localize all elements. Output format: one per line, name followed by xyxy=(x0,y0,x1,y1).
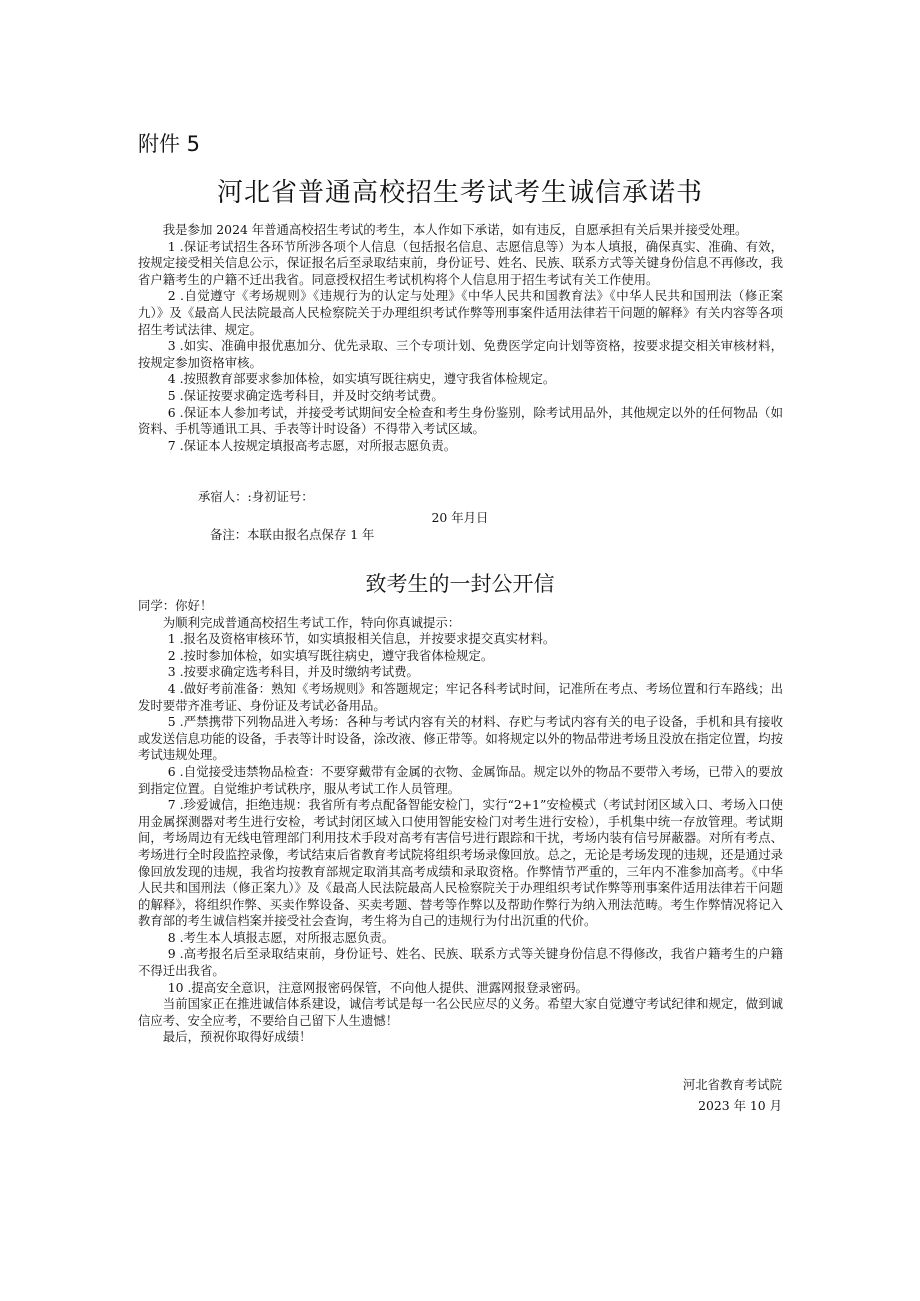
signature-line: 承宿人：:身初证号： xyxy=(198,489,314,504)
pledge-item: 7 .保证本人按规定填报高考志愿，对所报志愿负责。 xyxy=(167,437,457,453)
pledge-date-line: 20 年月日 xyxy=(431,510,489,525)
pledge-item: 5 .保证按要求确定选考科目，并及时交纳考试费。 xyxy=(167,387,444,403)
letter-item: 10 .提高安全意识，注意网报密码保管，不向他人提供、泄露网报登录密码。 xyxy=(167,979,588,995)
letter-intro: 为顺利完成普通高校招生考试工作，特向你真诚提示： xyxy=(162,614,461,630)
letter-title: 致考生的一封公开信 xyxy=(365,572,555,596)
pledge-item: 1 .保证考试招生各环节所涉各项个人信息（包括报名信息、志愿信息等）为本人填报，确保真实、准确、有效，按规定接受相关信息公示，保证报名后至录取结束前，身份证号、姓名、民族、联系方式等关键身份信息不再修改，我省户籍考生的户籍不迁出我省。同意授权招生考试机构将个人信息用于招生考试有关工作使用。 xyxy=(138,238,783,287)
letter-closing: 当前国家正在推进诚信体系建设，诚信考试是每一名公民应尽的义务。希望大家自觉遵守考试纪律和规定，做到诚信应考、安全应考，不要给自己留下人生遗憾！ xyxy=(138,996,783,1028)
pledge-body xyxy=(138,222,783,454)
pledge-title: 河北省普通高校招生考试考生诚信承诺书 xyxy=(216,178,703,208)
letter-sender: 河北省教育考试院 xyxy=(682,1077,782,1092)
letter-date: 2023 年 10 月 xyxy=(698,1098,782,1113)
letter-item: 7 .珍爱诚信，拒绝违规：我省所有考点配备智能安检门，实行“2+1”安检模式（考试封闭区域入口、考场入口使用金属探测器对考生进行安检，考试封闭区域入口使用智能安检门对考生进行安检），手机集中统一存放管理。考试期间，考场周边有无线电管理部门利用技术手段对高考有害信号进行跟踪和干扰，考场内装有信号屏蔽器。对所有考点、考场进行全时段监控录像，考试结束后省教育考试院将组织考场录像回放。总之，无论是考场发现的违规，还是通过录像回放发现的违规，我省均按教育部规定取消其高考成绩和录取资格。作弊情节严重的，三年内不准参加高考。《中华人民共和国刑法（修正案九）》及《最高人民法院最高人民检察院关于办理组织考试作弊等刑事案件适用法律若干问题的解释》，将组织作弊、买卖作弊设备、买卖考题、替考等作弊以及帮助作弊行为纳入刑法范畴。考生作弊情况将记入教育部的考生诚信档案并接受社会查询，考生将为自己的违规行为付出沉重的代价。 xyxy=(138,797,783,929)
pledge-item: 3 .如实、准确申报优惠加分、优先录取、三个专项计划、免费医学定向计划等资格，按要求提交相关审核材料，按规定参加资格审核。 xyxy=(138,338,783,370)
letter-item: 9 .高考报名后至录取结束前，身份证号、姓名、民族、联系方式等关键身份信息不得修改，我省户籍考生的户籍不得迁出我省。 xyxy=(138,946,783,979)
pledge-item: 6 .保证本人参加考试，并接受考试期间安全检查和考生身份鉴别，除考试用品外，其他规定以外的任何物品（如资料、手机等通讯工具、手表等计时设备）不得带入考试区域。 xyxy=(138,404,783,437)
letter-item: 6 .自觉接受违禁物品检查：不要穿戴带有金属的衣物、金属饰品。规定以外的物品不要带入考场，已带入的要放到指定位置。自觉维护考试秩序，服从考试工作人员管理。 xyxy=(138,763,783,796)
letter-item: 1 .报名及资格审核环节，如实填报相关信息，并按要求提交真实材料。 xyxy=(167,631,556,647)
letter-wish: 最后，预祝你取得好成绩！ xyxy=(162,1029,312,1045)
letter-item: 5 .严禁携带下列物品进入考场：各种与考试内容有关的材料、存贮与考试内容有关的电子设备，手机和具有接收或发送信息功能的设备，手表等计时设备，涂改液、修正带等。如将规定以外的物品带进考场且没放在指定位置，均按考试违规处理。 xyxy=(138,714,783,763)
letter-item: 8 .考生本人填报志愿，对所报志愿负责。 xyxy=(167,929,395,945)
pledge-item: 2 .自觉遵守《考场规则》《违规行为的认定与处理》《中华人民共和国教育法》《中华人民共和国刑法（修正案九）》及《最高人民法院最高人民检察院关于办理组织考试作弊等刑事案件适用法律若干问题的解释》有关内容等各项招生考试法律、规定。 xyxy=(138,288,783,337)
letter-item: 4 .做好考前准备：熟知《考场规则》和答题规定；牢记各科考试时间，记准所在考点、考场位置和行车路线；出发时要带齐准考证、身份证及考试必备用品。 xyxy=(138,680,783,713)
pledge-item: 4 .按照教育部要求参加体检，如实填写既往病史，遵守我省体检规定。 xyxy=(167,371,556,387)
letter-body xyxy=(138,598,783,1046)
pledge-intro: 我是参加 2024 年普通高校招生考试的考生，本人作如下承诺，如有违反，自愿承担有关后果并接受处理。 xyxy=(162,222,748,237)
letter-item: 3 .按要求确定选考科目，并及时缴纳考试费。 xyxy=(167,664,419,680)
pledge-note: 备注：本联由报名点保存 1 年 xyxy=(210,527,375,542)
attachment-label: 附件 5 xyxy=(138,132,201,156)
letter-greeting: 同学：你好！ xyxy=(138,598,213,613)
letter-item: 2 .按时参加体检，如实填写既往病史，遵守我省体检规定。 xyxy=(167,647,494,663)
